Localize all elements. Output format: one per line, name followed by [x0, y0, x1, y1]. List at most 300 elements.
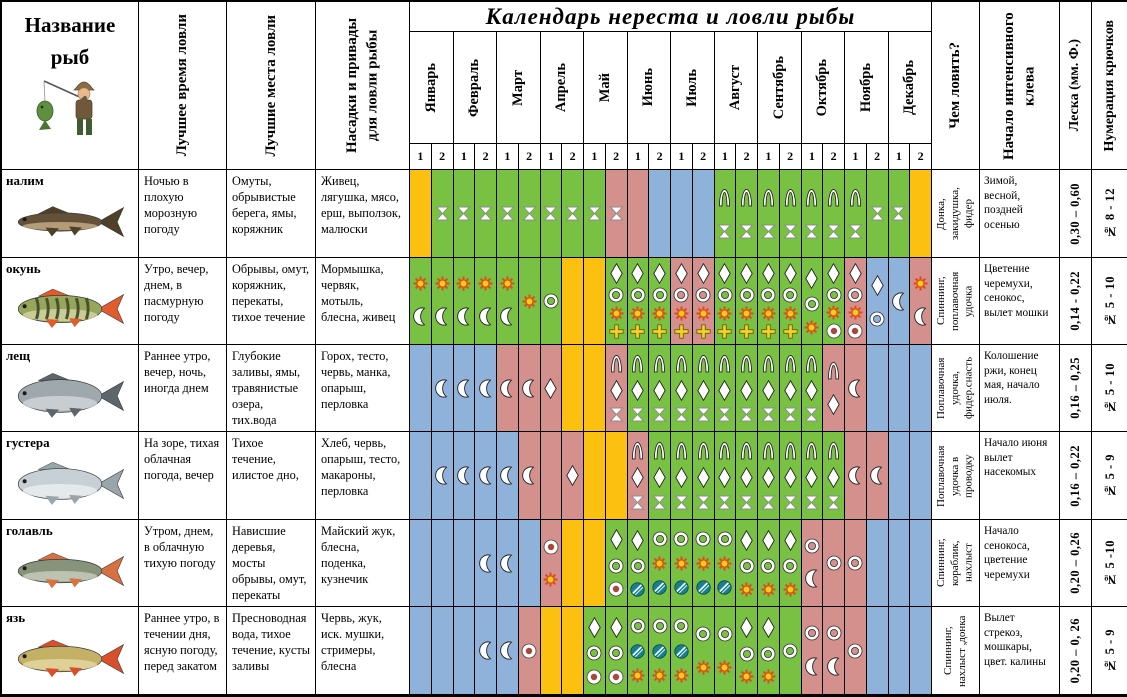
calendar-cell	[867, 607, 889, 695]
spawning-hourglass-icon	[674, 407, 689, 422]
calendar-cell	[889, 432, 911, 520]
crescent-moon-icon	[479, 554, 493, 573]
spawning-hourglass-icon	[543, 206, 558, 221]
sun-icon	[696, 556, 711, 571]
line-cell	[1060, 607, 1092, 695]
roe-donut-icon	[608, 669, 624, 685]
calendar-cell	[541, 345, 563, 432]
calendar-cell	[671, 170, 693, 258]
sun-icon	[674, 556, 689, 571]
fisherman-icon	[28, 75, 112, 141]
diamond-icon	[740, 467, 753, 488]
calendar-cell	[780, 432, 802, 520]
calendar-cell	[802, 170, 824, 258]
sun-icon	[435, 276, 450, 291]
page-title: Календарь нереста и ловли рыбы	[410, 2, 932, 32]
fish-name: густера	[6, 435, 50, 450]
sun-icon	[739, 669, 754, 684]
fish-name: лещ	[6, 348, 31, 363]
half-number: 1	[547, 149, 554, 163]
calendar-cell	[541, 170, 563, 258]
half-number: 2	[656, 149, 663, 163]
baits-cell: Горох, тесто, червь, манка, опарыш, перловка	[316, 345, 410, 432]
crescent-moon-icon	[457, 466, 471, 485]
spawning-hourglass-icon	[435, 206, 450, 221]
baits-cell: Мормышка, червяк, мотыль, блесна, живец	[316, 258, 410, 345]
diamond-icon	[697, 380, 710, 401]
half-month-label	[715, 144, 737, 170]
calendar-cell	[410, 345, 432, 432]
diamond-icon	[631, 530, 644, 551]
line-cell	[1060, 345, 1092, 432]
fish-image	[11, 457, 129, 511]
best-places-cell: Обрывы, омут, коряжник, перекаты, тихое течение	[227, 258, 316, 345]
calendar-cell	[736, 520, 758, 607]
arch-icon	[652, 354, 667, 373]
month-header	[758, 32, 802, 144]
diamond-icon	[610, 529, 623, 550]
crescent-moon-icon	[479, 379, 493, 398]
spawning-hourglass-icon	[783, 224, 798, 239]
arch-icon	[739, 354, 754, 373]
sun-icon	[717, 556, 732, 571]
half-number: 2	[482, 149, 489, 163]
arch-icon	[630, 354, 645, 373]
diamond-icon	[653, 263, 666, 284]
calendar-cell	[823, 170, 845, 258]
calendar-cell	[584, 520, 606, 607]
cross-icon	[674, 324, 689, 339]
calendar-cell	[519, 170, 541, 258]
line-cell	[1060, 170, 1092, 258]
fish-image	[11, 369, 129, 423]
circle-icon	[826, 555, 842, 571]
line-diameter-text: 0,16 – 0,25	[1068, 357, 1082, 419]
half-number: 1	[417, 149, 424, 163]
crescent-moon-icon	[500, 554, 514, 573]
column-header-hooks: Нумерация крючков	[1092, 2, 1127, 170]
half-number: 1	[591, 149, 598, 163]
calendar-cell	[889, 258, 911, 345]
best-time-cell: На зоре, тихая облачная погода, вечер	[139, 432, 227, 520]
column-header-line: Леска (мм. Ф.)	[1060, 2, 1092, 170]
half-number: 2	[526, 149, 533, 163]
spawning-hourglass-icon	[717, 407, 732, 422]
half-month-label	[867, 144, 889, 170]
calendar-cell	[562, 170, 584, 258]
crescent-moon-icon	[435, 466, 449, 485]
month-label: Сентябрь	[770, 55, 787, 120]
best-places-cell: Глубокие заливы, ямы, травянистые озера, тих.вода	[227, 345, 316, 432]
roe-donut-icon	[586, 669, 602, 685]
arch-icon	[848, 188, 863, 207]
spawning-hourglass-icon	[783, 495, 798, 510]
spawning-hourglass-icon	[609, 407, 624, 422]
cross-icon	[696, 324, 711, 339]
calendar-cell	[845, 170, 867, 258]
best-places-cell: Нависшие деревья, мосты обрывы, омут, перекаты	[227, 520, 316, 607]
calendar-cell	[606, 607, 628, 695]
circle-icon	[673, 531, 689, 547]
diamond-icon	[784, 263, 797, 284]
diamond-icon	[653, 380, 666, 401]
circle-icon	[847, 287, 863, 303]
diamond-icon	[784, 530, 797, 551]
cross-icon	[630, 324, 645, 339]
cross-icon	[761, 324, 776, 339]
sun-icon	[652, 668, 667, 683]
crescent-moon-icon	[522, 379, 536, 398]
calendar-cell	[432, 520, 454, 607]
diamond-icon	[675, 263, 688, 284]
half-month-label	[432, 144, 454, 170]
spawning-hourglass-icon	[761, 495, 776, 510]
diamond-icon	[740, 380, 753, 401]
line-diameter-text: 0,30 – 0,60	[1068, 182, 1082, 245]
arch-icon	[783, 354, 798, 373]
calendar-cell	[584, 258, 606, 345]
roe-donut-icon	[521, 643, 537, 659]
half-month-label	[910, 144, 932, 170]
calendar-cell	[780, 170, 802, 258]
sun-icon	[630, 668, 645, 683]
calendar-cell	[432, 607, 454, 695]
month-label: Июль	[683, 68, 700, 107]
calendar-cell	[454, 607, 476, 695]
tackle-cell	[932, 345, 980, 432]
spawning-hourglass-icon	[652, 495, 667, 510]
diamond-icon	[740, 530, 753, 551]
best-places-cell: Омуты, обрывистые берега, ямы, коряжник	[227, 170, 316, 258]
half-month-label	[497, 144, 519, 170]
diamond-icon	[588, 617, 601, 638]
calendar-cell	[519, 432, 541, 520]
spawning-hourglass-icon	[630, 495, 645, 510]
calendar-cell	[519, 607, 541, 695]
half-number: 1	[765, 149, 772, 163]
sun-icon	[783, 306, 798, 321]
sun-icon	[848, 305, 863, 320]
calendar-cell	[628, 432, 650, 520]
half-month-label	[606, 144, 628, 170]
sun-icon	[804, 320, 819, 335]
hooks-cell	[1092, 432, 1127, 520]
spawning-hourglass-icon	[587, 206, 602, 221]
diamond-icon	[827, 263, 840, 284]
calendar-cell	[845, 432, 867, 520]
half-number: 1	[721, 149, 728, 163]
half-number: 1	[852, 149, 859, 163]
baits-cell: Хлеб, червь, опарыш, тесто, макароны, перловка	[316, 432, 410, 520]
circle-icon	[630, 558, 646, 574]
calendar-cell	[823, 258, 845, 345]
spawning-hourglass-icon	[717, 224, 732, 239]
calendar-cell	[649, 432, 671, 520]
arch-icon	[783, 188, 798, 207]
spawning-hourglass-icon	[478, 206, 493, 221]
line-cell	[1060, 432, 1092, 520]
half-month-label	[823, 144, 845, 170]
calendar-cell	[671, 432, 693, 520]
crescent-moon-icon	[435, 307, 449, 326]
month-header	[454, 32, 498, 144]
hooks-cell	[1092, 520, 1127, 607]
diamond-icon	[610, 263, 623, 284]
arch-icon	[717, 188, 732, 207]
crescent-moon-icon	[500, 641, 514, 660]
line-cell	[1060, 258, 1092, 345]
hooks-cell	[1092, 345, 1127, 432]
half-number: 1	[678, 149, 685, 163]
circle-icon	[760, 558, 776, 574]
calendar-cell	[845, 258, 867, 345]
calendar-cell	[497, 345, 519, 432]
circle-icon	[826, 287, 842, 303]
circle-icon	[847, 643, 863, 659]
calendar-cell	[758, 170, 780, 258]
crescent-moon-icon	[848, 379, 862, 398]
spawning-hourglass-icon	[826, 224, 841, 239]
calendar-cell	[736, 345, 758, 432]
hooks-cell	[1092, 607, 1127, 695]
calendar-cell	[454, 258, 476, 345]
calendar-cell	[628, 170, 650, 258]
calendar-cell	[693, 345, 715, 432]
calendar-cell	[584, 432, 606, 520]
calendar-cell	[910, 170, 932, 258]
month-label: Октябрь	[814, 58, 831, 117]
spawning-hourglass-icon	[456, 206, 471, 221]
crescent-moon-icon	[479, 466, 493, 485]
half-month-label	[758, 144, 780, 170]
sun-icon	[783, 582, 798, 597]
calendar-cell	[432, 432, 454, 520]
spawning-hourglass-icon	[717, 495, 732, 510]
calendar-cell	[671, 607, 693, 695]
spawning-hourglass-icon	[696, 407, 711, 422]
half-number: 2	[439, 149, 446, 163]
hook-numbers-text: № 5 - 9	[1102, 628, 1117, 673]
hook-numbers-text: № 5 - 10	[1102, 275, 1117, 327]
calendar-cell	[497, 432, 519, 520]
crescent-moon-icon	[522, 466, 536, 485]
calendar-cell	[867, 170, 889, 258]
calendar-cell	[671, 345, 693, 432]
arch-icon	[696, 441, 711, 460]
calendar-cell	[410, 432, 432, 520]
bite-start-cell: Зимой, весной, поздней осенью	[980, 170, 1060, 258]
calendar-cell	[802, 432, 824, 520]
roe-donut-icon	[847, 323, 863, 339]
half-number: 2	[874, 149, 881, 163]
calendar-cell	[649, 258, 671, 345]
month-label: Август	[727, 64, 744, 111]
calendar-cell	[454, 520, 476, 607]
calendar-cell	[823, 520, 845, 607]
no-fishing-icon	[630, 582, 645, 597]
calendar-cell	[628, 520, 650, 607]
arch-icon	[717, 354, 732, 373]
calendar-cell	[758, 345, 780, 432]
diamond-icon	[762, 380, 775, 401]
arch-icon	[826, 441, 841, 460]
arch-icon	[761, 441, 776, 460]
calendar-cell	[671, 258, 693, 345]
bite-start-cell: Начало июня вылет насекомых	[980, 432, 1060, 520]
column-header-baits: Насадки и привады для ловли рыбы	[316, 2, 410, 170]
fish-image	[11, 632, 129, 686]
fish-image	[11, 195, 129, 249]
calendar-cell	[410, 607, 432, 695]
month-label: Ноябрь	[857, 62, 874, 113]
bite-start-cell: Вылет стрекоз, мошкары, цвет. калины	[980, 607, 1060, 695]
calendar-cell	[823, 432, 845, 520]
calendar-cell	[693, 432, 715, 520]
circle-icon	[608, 287, 624, 303]
cross-icon	[717, 324, 732, 339]
calendar-cell	[519, 345, 541, 432]
calendar-cell	[410, 170, 432, 258]
calendar-cell	[802, 607, 824, 695]
calendar-cell	[693, 170, 715, 258]
calendar-cell	[715, 170, 737, 258]
diamond-icon	[784, 467, 797, 488]
best-places-cell: Пресноводная вода, тихое течение, кусты заливы	[227, 607, 316, 695]
crescent-moon-icon	[457, 307, 471, 326]
calendar-cell	[584, 607, 606, 695]
circle-icon	[717, 287, 733, 303]
diamond-icon	[762, 467, 775, 488]
half-month-label	[693, 144, 715, 170]
spawning-hourglass-icon	[848, 224, 863, 239]
circle-icon	[608, 645, 624, 661]
calendar-cell	[802, 258, 824, 345]
calendar-cell	[649, 607, 671, 695]
diamond-icon	[784, 380, 797, 401]
circle-icon	[673, 287, 689, 303]
calendar-cell	[497, 607, 519, 695]
calendar-cell	[584, 345, 606, 432]
sun-icon	[500, 276, 515, 291]
diamond-icon	[610, 617, 623, 638]
spawning-hourglass-icon	[500, 206, 515, 221]
half-month-label	[410, 144, 432, 170]
calendar-cell	[432, 258, 454, 345]
crescent-moon-icon	[914, 307, 928, 326]
calendar-cell	[562, 345, 584, 432]
baits-cell: Майский жук, блесна, поденка, кузнечик	[316, 520, 410, 607]
calendar-cell	[845, 607, 867, 695]
circle-icon	[673, 618, 689, 634]
crescent-moon-icon	[805, 657, 819, 676]
calendar-cell	[802, 345, 824, 432]
diamond-icon	[631, 467, 644, 488]
calendar-cell	[845, 345, 867, 432]
month-label: Июнь	[640, 68, 657, 107]
spawning-hourglass-icon	[609, 206, 624, 221]
calendar-cell	[475, 432, 497, 520]
tackle-cell	[932, 607, 980, 695]
calendar-cell	[475, 607, 497, 695]
spawning-hourglass-icon	[696, 495, 711, 510]
calendar-cell	[823, 345, 845, 432]
tackle-cell	[932, 520, 980, 607]
crescent-moon-icon	[500, 379, 514, 398]
crescent-moon-icon	[500, 466, 514, 485]
calendar-cell	[628, 607, 650, 695]
arch-icon	[761, 354, 776, 373]
calendar-cell	[867, 520, 889, 607]
calendar-cell	[475, 520, 497, 607]
spawning-hourglass-icon	[804, 495, 819, 510]
spawning-hourglass-icon	[739, 495, 754, 510]
calendar-cell	[649, 520, 671, 607]
calendar-cell	[541, 607, 563, 695]
diamond-icon	[653, 467, 666, 488]
fish-name: язь	[6, 610, 26, 625]
calendar-cell	[715, 607, 737, 695]
calendar-cell	[736, 432, 758, 520]
arch-icon	[826, 361, 841, 380]
fish-row-лещ	[2, 345, 139, 432]
fish-row-язь	[2, 607, 139, 695]
arch-icon	[717, 441, 732, 460]
crescent-moon-icon	[827, 657, 841, 676]
no-fishing-icon	[696, 580, 711, 595]
no-fishing-icon	[674, 580, 689, 595]
circle-icon	[782, 643, 798, 659]
calendar-cell	[889, 170, 911, 258]
arch-icon	[804, 188, 819, 207]
line-diameter-text: 0,20 – 0, 26	[1068, 617, 1082, 684]
calendar-cell	[562, 607, 584, 695]
calendar-cell	[432, 345, 454, 432]
diamond-icon	[718, 467, 731, 488]
calendar-cell	[693, 520, 715, 607]
arch-icon	[739, 441, 754, 460]
spawning-hourglass-icon	[630, 407, 645, 422]
diamond-icon	[697, 467, 710, 488]
calendar-cell	[519, 258, 541, 345]
best-time-cell: Раннее утро, вечер, ночь, иногда днем	[139, 345, 227, 432]
half-month-label	[475, 144, 497, 170]
circle-icon	[717, 531, 733, 547]
crescent-moon-icon	[457, 379, 471, 398]
sun-icon	[696, 306, 711, 321]
arch-icon	[609, 354, 624, 373]
calendar-cell	[497, 258, 519, 345]
cross-icon	[739, 324, 754, 339]
no-fishing-icon	[652, 580, 667, 595]
calendar-cell	[910, 520, 932, 607]
circle-icon	[782, 287, 798, 303]
calendar-cell	[889, 607, 911, 695]
diamond-icon	[631, 263, 644, 284]
calendar-cell	[780, 520, 802, 607]
diamond-icon	[718, 263, 731, 284]
half-number: 1	[504, 149, 511, 163]
month-label: Февраль	[466, 58, 483, 117]
roe-donut-icon	[543, 539, 559, 555]
half-number: 2	[743, 149, 750, 163]
sun-icon	[674, 668, 689, 683]
half-number: 2	[613, 149, 620, 163]
calendar-cell	[780, 607, 802, 695]
diamond-icon	[762, 617, 775, 638]
half-number: 1	[895, 149, 902, 163]
circle-icon	[630, 618, 646, 634]
circle-icon	[695, 531, 711, 547]
